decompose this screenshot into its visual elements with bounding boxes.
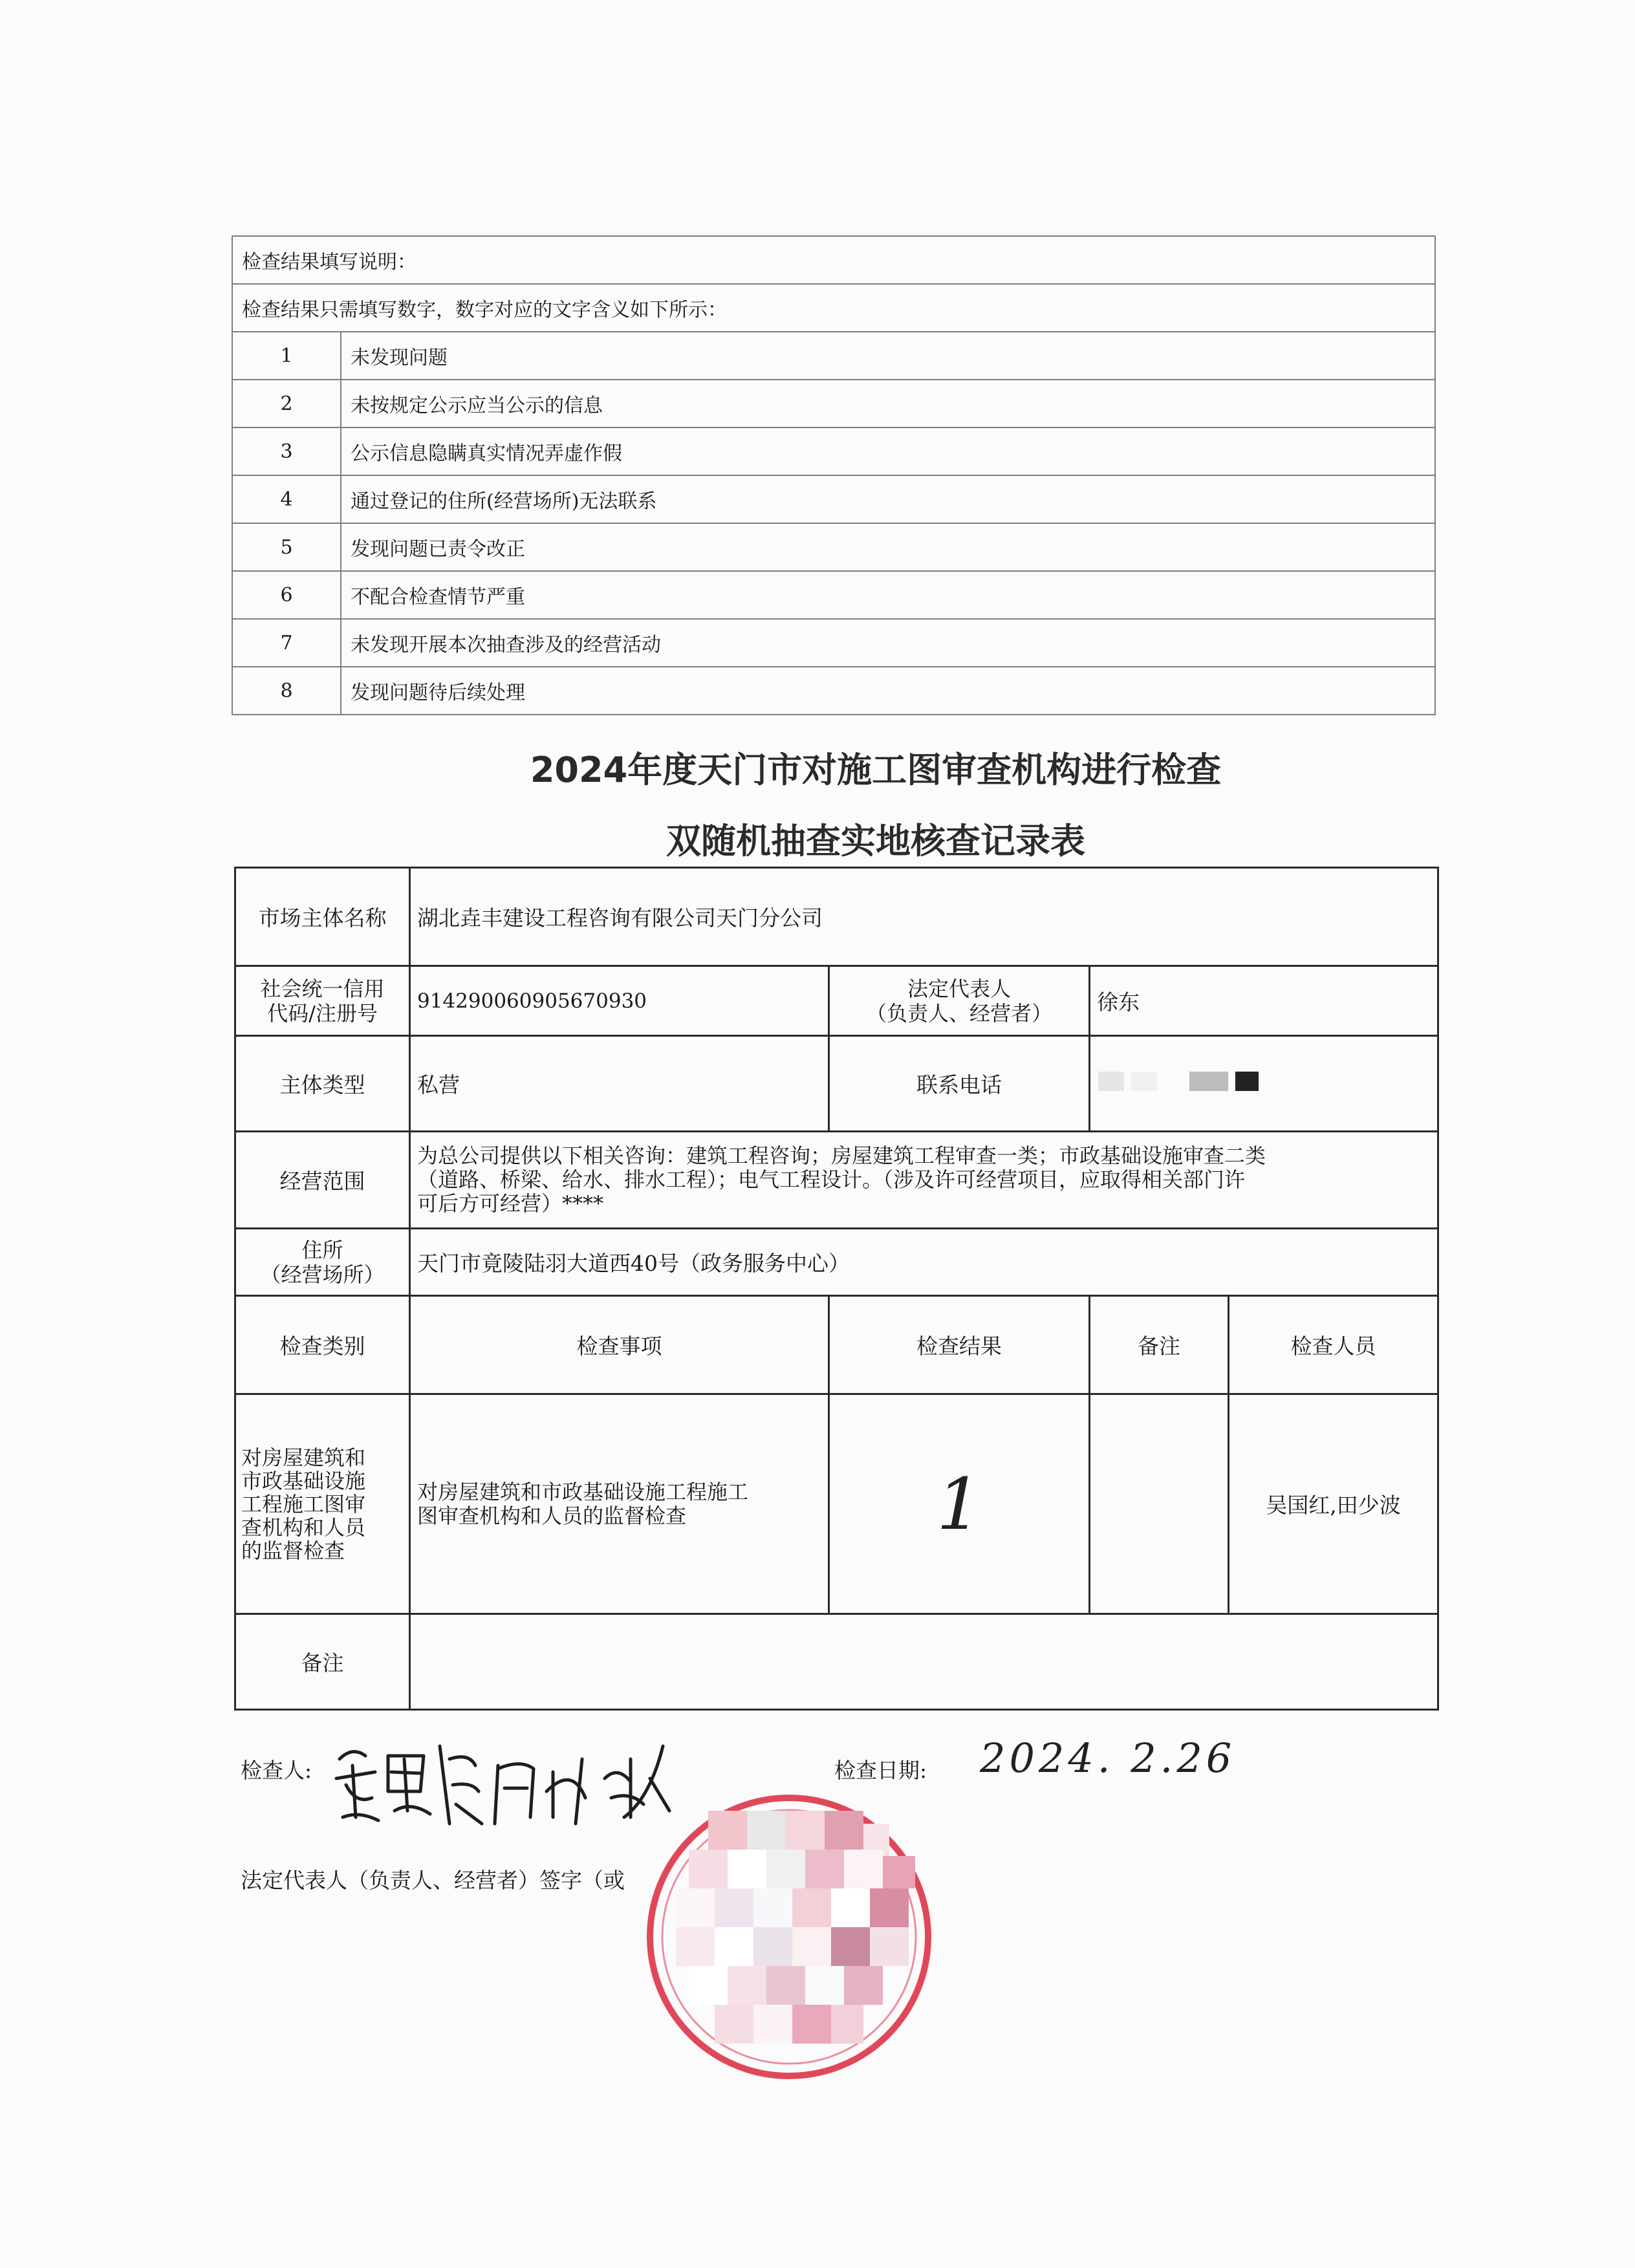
- legend-row: [232, 571, 1435, 619]
- legend-num: 3: [232, 427, 341, 475]
- company-seal-redacted: [637, 1785, 941, 2089]
- redaction-block: [1098, 1072, 1124, 1091]
- inspection-record-table: [234, 867, 1439, 1711]
- credit-code-label-line2: 代码/注册号: [267, 1000, 378, 1026]
- legend-text: 未按规定公示应当公示的信息: [341, 380, 1435, 427]
- legend-num: 7: [232, 619, 341, 667]
- scope-line: （道路、桥梁、给水、排水工程）；电气工程设计。（涉及许可经营项目，应取得相关部门许: [417, 1167, 1246, 1192]
- legend-row: [232, 667, 1435, 715]
- scope-line: 为总公司提供以下相关咨询：建筑工程咨询；房屋建筑工程审查一类；市政基础设施审查二类: [417, 1143, 1266, 1168]
- result-handwritten: 1: [937, 1462, 982, 1546]
- inspector-signature-label: 检查人:: [241, 1758, 312, 1783]
- legend-num: 6: [232, 571, 341, 619]
- item-value: [410, 1394, 829, 1614]
- legend-text: 未发现问题: [341, 332, 1435, 380]
- col-header-item: 检查事项: [410, 1296, 829, 1394]
- legend-row: [232, 380, 1435, 427]
- entity-type-value: 私营: [410, 1036, 829, 1132]
- entity-name-label: 市场主体名称: [235, 868, 410, 966]
- scope-value: [410, 1132, 1438, 1229]
- category-line: 对房屋建筑和: [241, 1445, 366, 1470]
- legend-row: [232, 619, 1435, 667]
- category-value: [235, 1394, 410, 1614]
- legend-text: 公示信息隐瞒真实情况弄虚作假: [341, 427, 1435, 475]
- credit-code-label: [235, 966, 410, 1036]
- inspectors-value: 吴国红,田少波: [1229, 1394, 1438, 1614]
- entity-name-value: 湖北垚丰建设工程咨询有限公司天门分公司: [410, 868, 1438, 966]
- result-value: [829, 1394, 1090, 1614]
- legend-text: 不配合检查情节严重: [341, 571, 1435, 619]
- remark-value: [1090, 1394, 1229, 1614]
- inspection-date-label: 检查日期:: [834, 1758, 927, 1783]
- legend-text: 通过登记的住所(经营场所)无法联系: [341, 475, 1435, 523]
- address-label: [235, 1229, 410, 1296]
- redaction-block: [1131, 1072, 1157, 1091]
- legend-row: [232, 427, 1435, 475]
- credit-code-label-line1: 社会统一信用: [260, 976, 385, 1001]
- inspection-date-handwritten: 2024. 2.26: [980, 1734, 1236, 1782]
- legend-text: 发现问题已责令改正: [341, 523, 1435, 571]
- legend-subheading: 检查结果只需填写数字，数字对应的文字含义如下所示：: [232, 284, 1435, 332]
- legal-rep-label-line1: 法定代表人: [907, 976, 1011, 1001]
- category-line: 的监督检查: [241, 1538, 345, 1563]
- legal-rep-value: 徐东: [1090, 966, 1438, 1036]
- legend-num: 2: [232, 380, 341, 427]
- legend-row: [232, 475, 1435, 523]
- legend-heading: 检查结果填写说明：: [232, 236, 1435, 284]
- category-line: 工程施工图审: [241, 1491, 366, 1517]
- phone-value-redacted: [1090, 1036, 1438, 1132]
- redaction-block: [1189, 1072, 1228, 1091]
- result-legend-table: [232, 235, 1436, 715]
- address-label-line2: （经营场所）: [260, 1262, 385, 1287]
- credit-code-value: 914290060905670930: [410, 966, 829, 1036]
- document-title-line2: 双随机抽查实地核查记录表: [666, 821, 1085, 861]
- legal-rep-label: [829, 966, 1090, 1036]
- legend-text: 发现问题待后续处理: [341, 667, 1435, 715]
- entity-type-label: 主体类型: [235, 1036, 410, 1132]
- document-title-line1: 2024年度天门市对施工图审查机构进行检查: [530, 750, 1222, 790]
- col-header-result: 检查结果: [829, 1296, 1090, 1394]
- remarks-label: 备注: [235, 1614, 410, 1710]
- col-header-category: 检查类别: [235, 1296, 410, 1394]
- address-label-line1: 住所: [301, 1237, 343, 1262]
- legend-num: 5: [232, 523, 341, 571]
- item-line: 图审查机构和人员的监督检查: [417, 1503, 687, 1528]
- seal-mosaic: [676, 1811, 915, 2044]
- legend-num: 1: [232, 332, 341, 380]
- legal-rep-label-line2: （负责人、经营者）: [865, 1000, 1052, 1026]
- scope-line: 可后方可经营）****: [417, 1191, 604, 1216]
- phone-label: 联系电话: [829, 1036, 1090, 1132]
- legend-row: [232, 523, 1435, 571]
- col-header-remark: 备注: [1090, 1296, 1229, 1394]
- address-value: 天门市竟陵陆羽大道西40号（政务服务中心）: [410, 1229, 1438, 1296]
- legend-row: [232, 332, 1435, 380]
- item-line: 对房屋建筑和市政基础设施工程施工: [417, 1479, 749, 1504]
- category-line: 查机构和人员: [241, 1515, 366, 1540]
- legal-rep-signature-label: 法定代表人（负责人、经营者）签字（或: [241, 1868, 625, 1893]
- category-line: 市政基础设施: [241, 1468, 366, 1493]
- legend-text: 未发现开展本次抽查涉及的经营活动: [341, 619, 1435, 667]
- remarks-value: [410, 1614, 1438, 1710]
- legend-num: 4: [232, 475, 341, 523]
- legend-num: 8: [232, 667, 341, 715]
- scope-label: 经营范围: [235, 1132, 410, 1229]
- col-header-inspector: 检查人员: [1229, 1296, 1438, 1394]
- redaction-block: [1235, 1072, 1259, 1091]
